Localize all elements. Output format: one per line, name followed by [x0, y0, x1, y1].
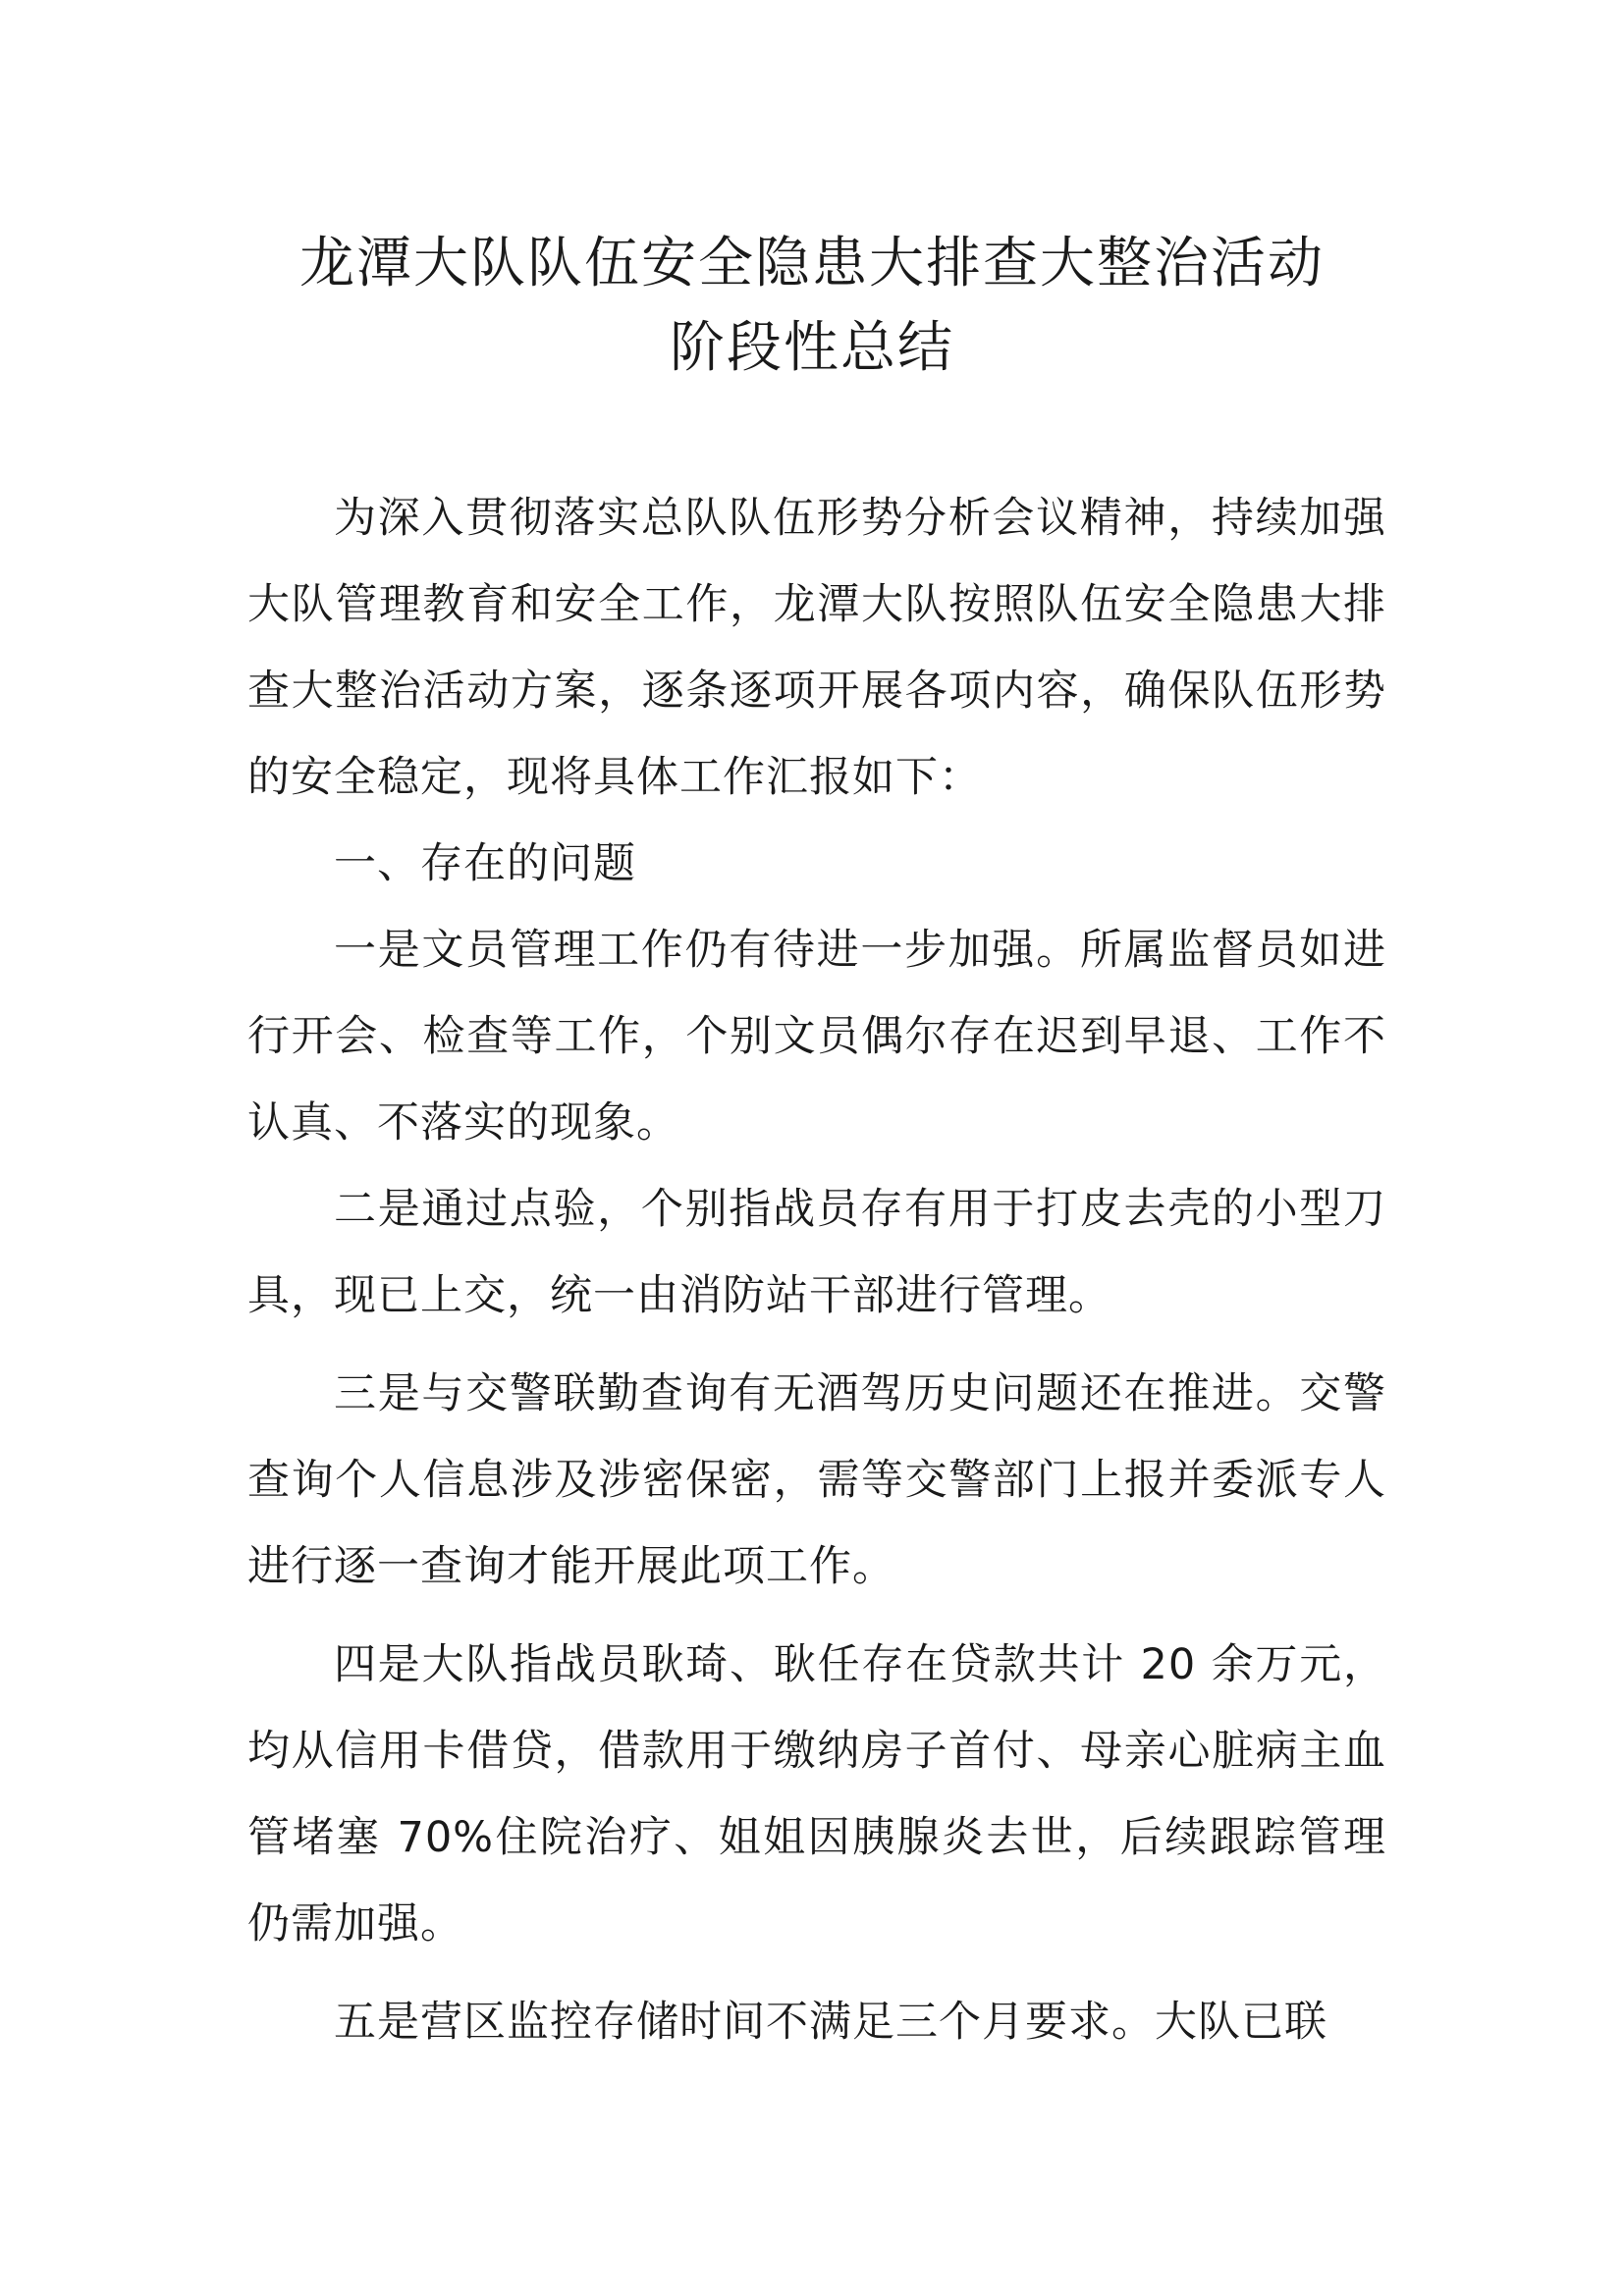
- paragraph-problem-5: 五是营区监控存储时间不满足三个月要求。大队已联: [334, 1998, 1327, 2047]
- paragraph-problem-3: 三是与交警联勤查询有无酒驾历史问题还在推进。交警查询个人信息涉及涉密保密，需等交警部门上报并委派专人进行逐一查询才能开展此项工作。: [247, 1369, 1386, 1591]
- paragraph-intro: 为深入贯彻落实总队队伍形势分析会议精神，持续加强大队管理教育和安全工作，龙潭大队按照队伍安全隐患大排查大整治活动方案，逐条逐项开展各项内容，确保队伍形势的安全稳定，现将具体工作汇报如下：: [247, 494, 1386, 802]
- paragraph-problem-2: 二是通过点验，个别指战员存有用于打皮去壳的小型刀具，现已上交，统一由消防站干部进行管理。: [247, 1185, 1386, 1320]
- paragraph-problem-1: 一是文员管理工作仍有待进一步加强。所属监督员如进行开会、检查等工作，个别文员偶尔存在迟到早退、工作不认真、不落实的现象。: [247, 926, 1386, 1148]
- paragraph-problem-4: 四是大队指战员耿琦、耿任存在贷款共计 20 余万元，均从信用卡借贷，借款用于缴纳房子首付、母亲心脏病主血管堵塞 70%住院治疗、姐姐因胰腺炎去世，后续跟踪管理仍需加强。: [247, 1640, 1386, 1949]
- document-title-line-2: 阶段性总结: [670, 316, 954, 380]
- section-heading-problems: 一、存在的问题: [334, 839, 636, 888]
- document-body: [247, 475, 1386, 2065]
- document-title-line-1: 龙潭大队队伍安全隐患大排查大整治活动: [299, 232, 1325, 295]
